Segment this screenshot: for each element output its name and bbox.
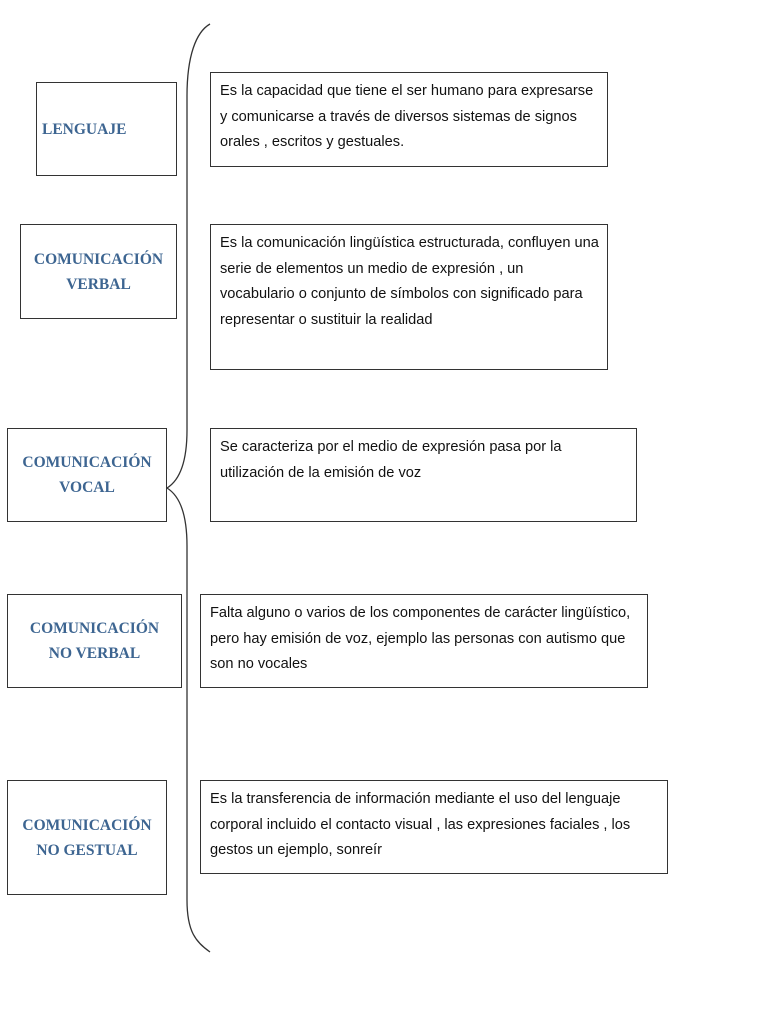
definition-text: Falta alguno o varios de los componentes de carácter lingüístico, pero hay emisión de voz, ejemplo las personas con autismo que son no vocales (210, 605, 631, 672)
term-box-comunicacion-no-verbal (7, 594, 182, 688)
term-box-lenguaje (36, 82, 177, 176)
definition-box-lenguaje (210, 72, 608, 167)
term-box-comunicacion-no-gestual (7, 780, 167, 895)
term-label: COMUNICACIÓN VOCAL (22, 454, 152, 496)
definition-box-comunicacion-no-verbal (200, 594, 648, 688)
term-label: COMUNICACIÓN NO GESTUAL (22, 816, 152, 859)
definition-text: Es la capacidad que tiene el ser humano para expresarse y comunicarse a través de diversos sistemas de signos orales , escritos y gestuales. (220, 83, 594, 150)
definition-box-comunicacion-vocal (210, 428, 637, 522)
term-label: COMUNICACIÓN NO VERBAL (29, 620, 160, 662)
term-box-comunicacion-vocal (7, 428, 167, 522)
term-label: COMUNICACIÓN VERBAL (33, 250, 164, 293)
definition-text: Es la comunicación lingüística estructurada, confluyen una serie de elementos un medio de expresión , un vocabulario o conjunto de símbolos con significado para representar o sustituir la realidad (220, 235, 599, 328)
term-box-comunicacion-verbal (20, 224, 177, 319)
definition-box-comunicacion-no-gestual (200, 780, 668, 874)
definition-text: Se caracteriza por el medio de expresión pasa por la utilización de la emisión de voz (220, 439, 562, 481)
definition-box-comunicacion-verbal (210, 224, 608, 370)
definition-text: Es la transferencia de información mediante el uso del lenguaje corporal incluido el contacto visual , las expresiones faciales , los gestos un ejemplo, sonreír (210, 791, 631, 858)
term-label: LENGUAJE (42, 120, 127, 138)
